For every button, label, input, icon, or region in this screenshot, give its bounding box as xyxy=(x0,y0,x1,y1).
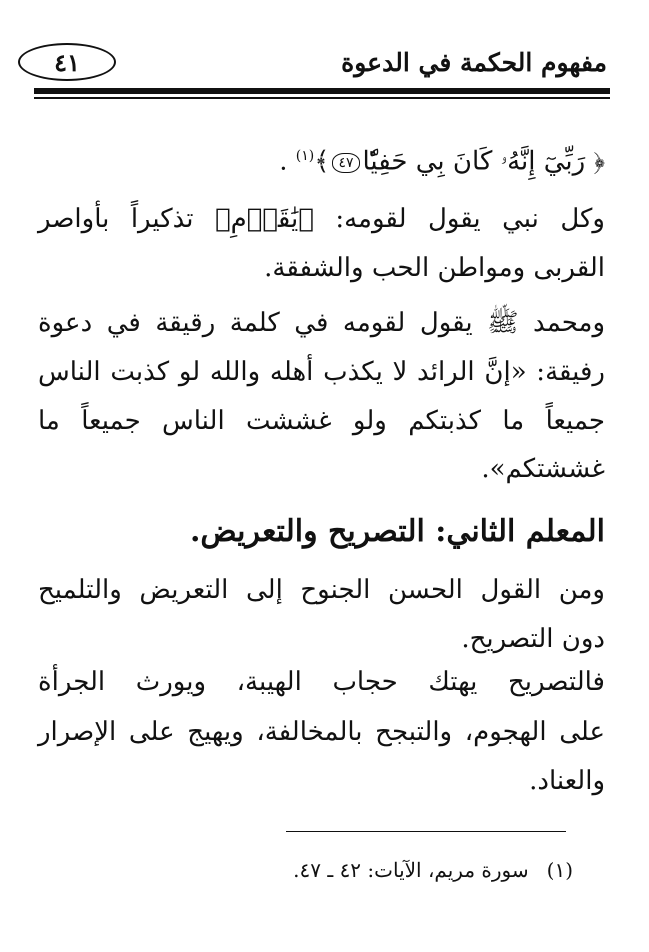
para2-line-1: ومحمد ﷺ يقول لقومه في كلمة رقيقة في دعوة xyxy=(38,308,605,338)
ayah-number: ٤٧ xyxy=(332,153,359,173)
para1-line-1: وكل نبي يقول لقومه: ﴿يَٰقَوۡمِ﴾ تذكيراً بأواصر xyxy=(38,204,605,234)
verse-text: ﴿ رَبِّيٓ إِنَّهُۥ كَانَ بِي حَفِيّٗا xyxy=(362,146,605,177)
page-number xyxy=(18,43,116,81)
page-number-text: ٤١ xyxy=(54,47,80,77)
para3-line-2: دون التصريح. xyxy=(461,624,605,654)
para1-line-2: القربى ومواطن الحب والشفقة. xyxy=(264,253,605,283)
para4-line-3: والعناد. xyxy=(529,766,605,796)
header-rule-thick xyxy=(34,88,610,94)
section-heading: المعلم الثاني: التصريح والتعريض. xyxy=(189,514,605,549)
verse-end: . xyxy=(279,146,296,177)
footnote-number: (١) xyxy=(546,858,573,882)
footnote-text: سورة مريم، الآيات: ٤٢ ـ ٤٧. xyxy=(293,858,529,882)
para4-line-1: فالتصريح يهتك حجاب الهيبة، ويورث الجرأة xyxy=(38,667,605,697)
footnote-separator xyxy=(286,831,566,832)
header-rule-thin xyxy=(34,97,610,99)
verse-line xyxy=(279,138,605,180)
footnote xyxy=(293,856,573,884)
para2-line-2: رفيقة: «إنَّ الرائد لا يكذب أهله والله لو كذبت الناس xyxy=(38,357,605,387)
footnote-ref: (١) xyxy=(295,148,315,164)
verse-close: ﴾ xyxy=(314,146,330,177)
para2-line-3: جميعاً ما كذبتكم ولو غششت الناس جميعاً ما xyxy=(38,406,605,436)
para3-line-1: ومن القول الحسن الجنوح إلى التعريض والتلميح xyxy=(38,575,605,605)
para2-line-4: غششتكم». xyxy=(481,454,605,484)
running-title: مفهوم الحكمة في الدعوة xyxy=(341,48,607,77)
para4-line-2: على الهجوم، والتبجح بالمخالفة، ويهيج على الإصرار xyxy=(38,717,605,747)
